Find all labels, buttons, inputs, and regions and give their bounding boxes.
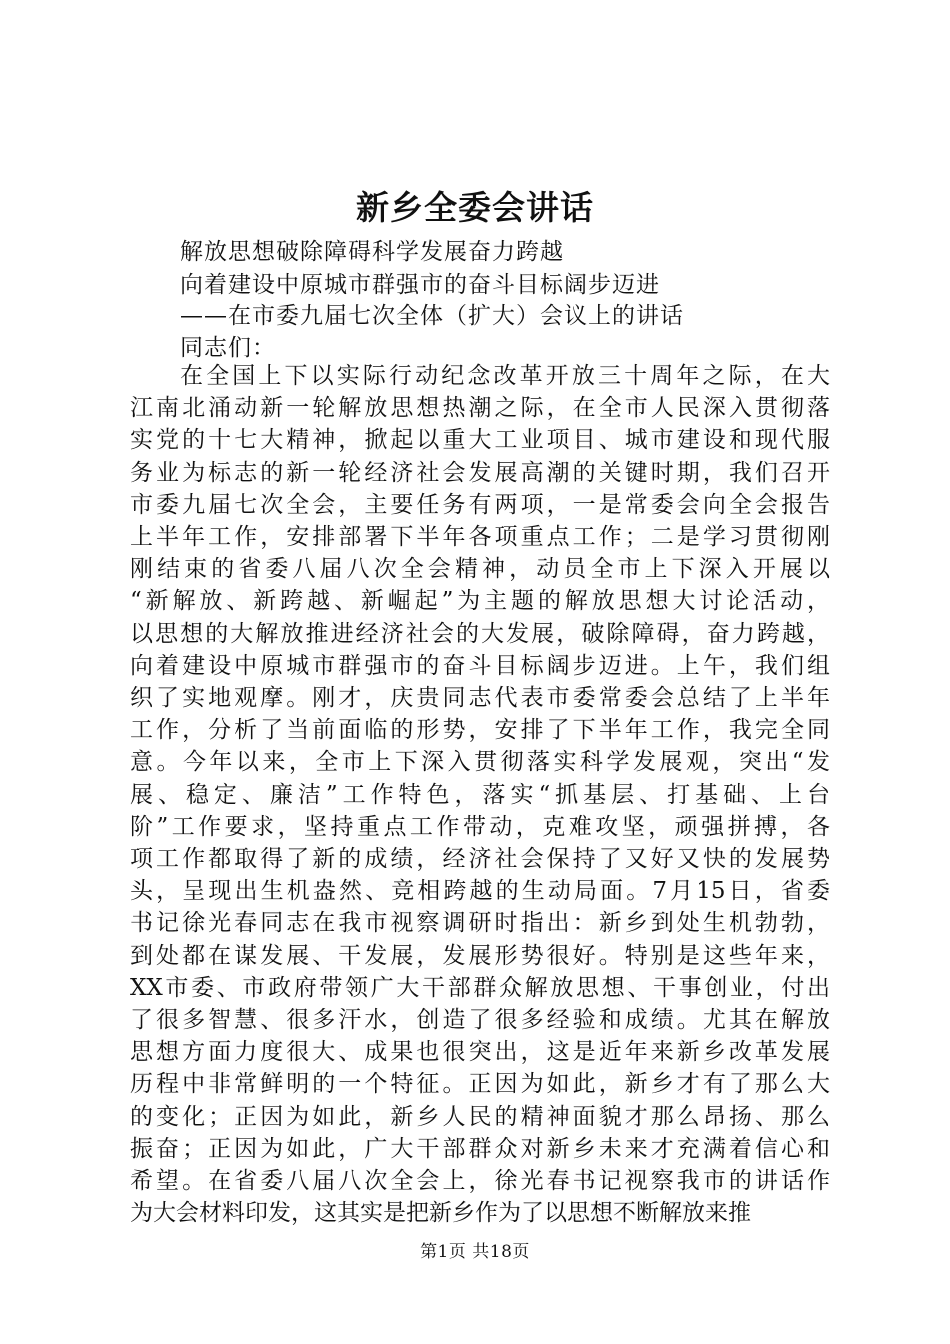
subtitle-line: 向着建设中原城市群强市的奋斗目标阔步迈进 (180, 272, 660, 298)
body-line: 为大会材料印发，这其实是把新乡作为了以思想不断解放来推 (130, 1200, 751, 1226)
body-line: 希望。在省委八届八次全会上，徐光春书记视察我市的讲话作 (130, 1168, 830, 1194)
body-line: 向着建设中原城市群强市的奋斗目标阔步迈进。上午，我们组 (130, 653, 830, 679)
body-line: 在全国上下以实际行动纪念改革开放三十周年之际，在大 (180, 363, 830, 389)
body-line: 头，呈现出生机盎然、竞相跨越的生动局面。7月15日，省委 (130, 878, 830, 904)
body-line: 展、稳定、廉洁”工作特色，落实“抓基层、打基础、上台 (130, 782, 830, 808)
body-line: 的变化；正因为如此，新乡人民的精神面貌才那么昂扬、那么 (130, 1104, 830, 1130)
subtitle-line: ——在市委九届七次全体（扩大）会议上的讲话 (180, 303, 684, 329)
body-line: 思想方面力度很大、成果也很突出，这是近年来新乡改革发展 (130, 1039, 830, 1065)
body-line: 织了实地观摩。刚才，庆贵同志代表市委常委会总结了上半年 (130, 685, 830, 711)
body-line: 以思想的大解放推进经济社会的大发展，破除障碍，奋力跨越， (130, 621, 830, 647)
body-line: 历程中非常鲜明的一个特征。正因为如此，新乡才有了那么大 (130, 1071, 830, 1097)
document-title: 新乡全委会讲话 (356, 188, 594, 227)
body-line: 工作，分析了当前面临的形势，安排了下半年工作，我完全同 (130, 717, 830, 743)
body-line: 刚结束的省委八届八次全会精神，动员全市上下深入开展以 (130, 556, 830, 582)
body-line: 书记徐光春同志在我市视察调研时指出：新乡到处生机勃勃， (130, 910, 830, 936)
body-line: 到处都在谋发展、干发展，发展形势很好。特别是这些年来， (130, 943, 830, 969)
body-line: 上半年工作，安排部署下半年各项重点工作；二是学习贯彻刚 (130, 524, 830, 550)
body-line: 实党的十七大精神，掀起以重大工业项目、城市建设和现代服 (130, 427, 830, 453)
body-line: 阶”工作要求，坚持重点工作带动，克难攻坚，顽强拼搏，各 (130, 814, 830, 840)
body-line: XX市委、市政府带领广大干部群众解放思想、干事创业，付出 (130, 975, 830, 1001)
page-footer: 第1页 共18页 (420, 1242, 530, 1262)
body-line: 市委九届七次全会，主要任务有两项，一是常委会向全会报告 (130, 492, 830, 518)
body-line: 了很多智慧、很多汗水，创造了很多经验和成绩。尤其在解放 (130, 1007, 830, 1033)
body-line: “新解放、新跨越、新崛起”为主题的解放思想大讨论活动， (130, 588, 830, 614)
salutation: 同志们： (180, 335, 276, 361)
body-line: 项工作都取得了新的成绩，经济社会保持了又好又快的发展势 (130, 846, 830, 872)
body-line: 务业为标志的新一轮经济社会发展高潮的关键时期，我们召开 (130, 460, 830, 486)
subtitle-line: 解放思想破除障碍科学发展奋力跨越 (180, 239, 564, 265)
body-line: 意。今年以来，全市上下深入贯彻落实科学发展观，突出“发 (130, 749, 830, 775)
body-line: 江南北涌动新一轮解放思想热潮之际，在全市人民深入贯彻落 (130, 395, 830, 421)
body-line: 振奋；正因为如此，广大干部群众对新乡未来才充满着信心和 (130, 1136, 830, 1162)
